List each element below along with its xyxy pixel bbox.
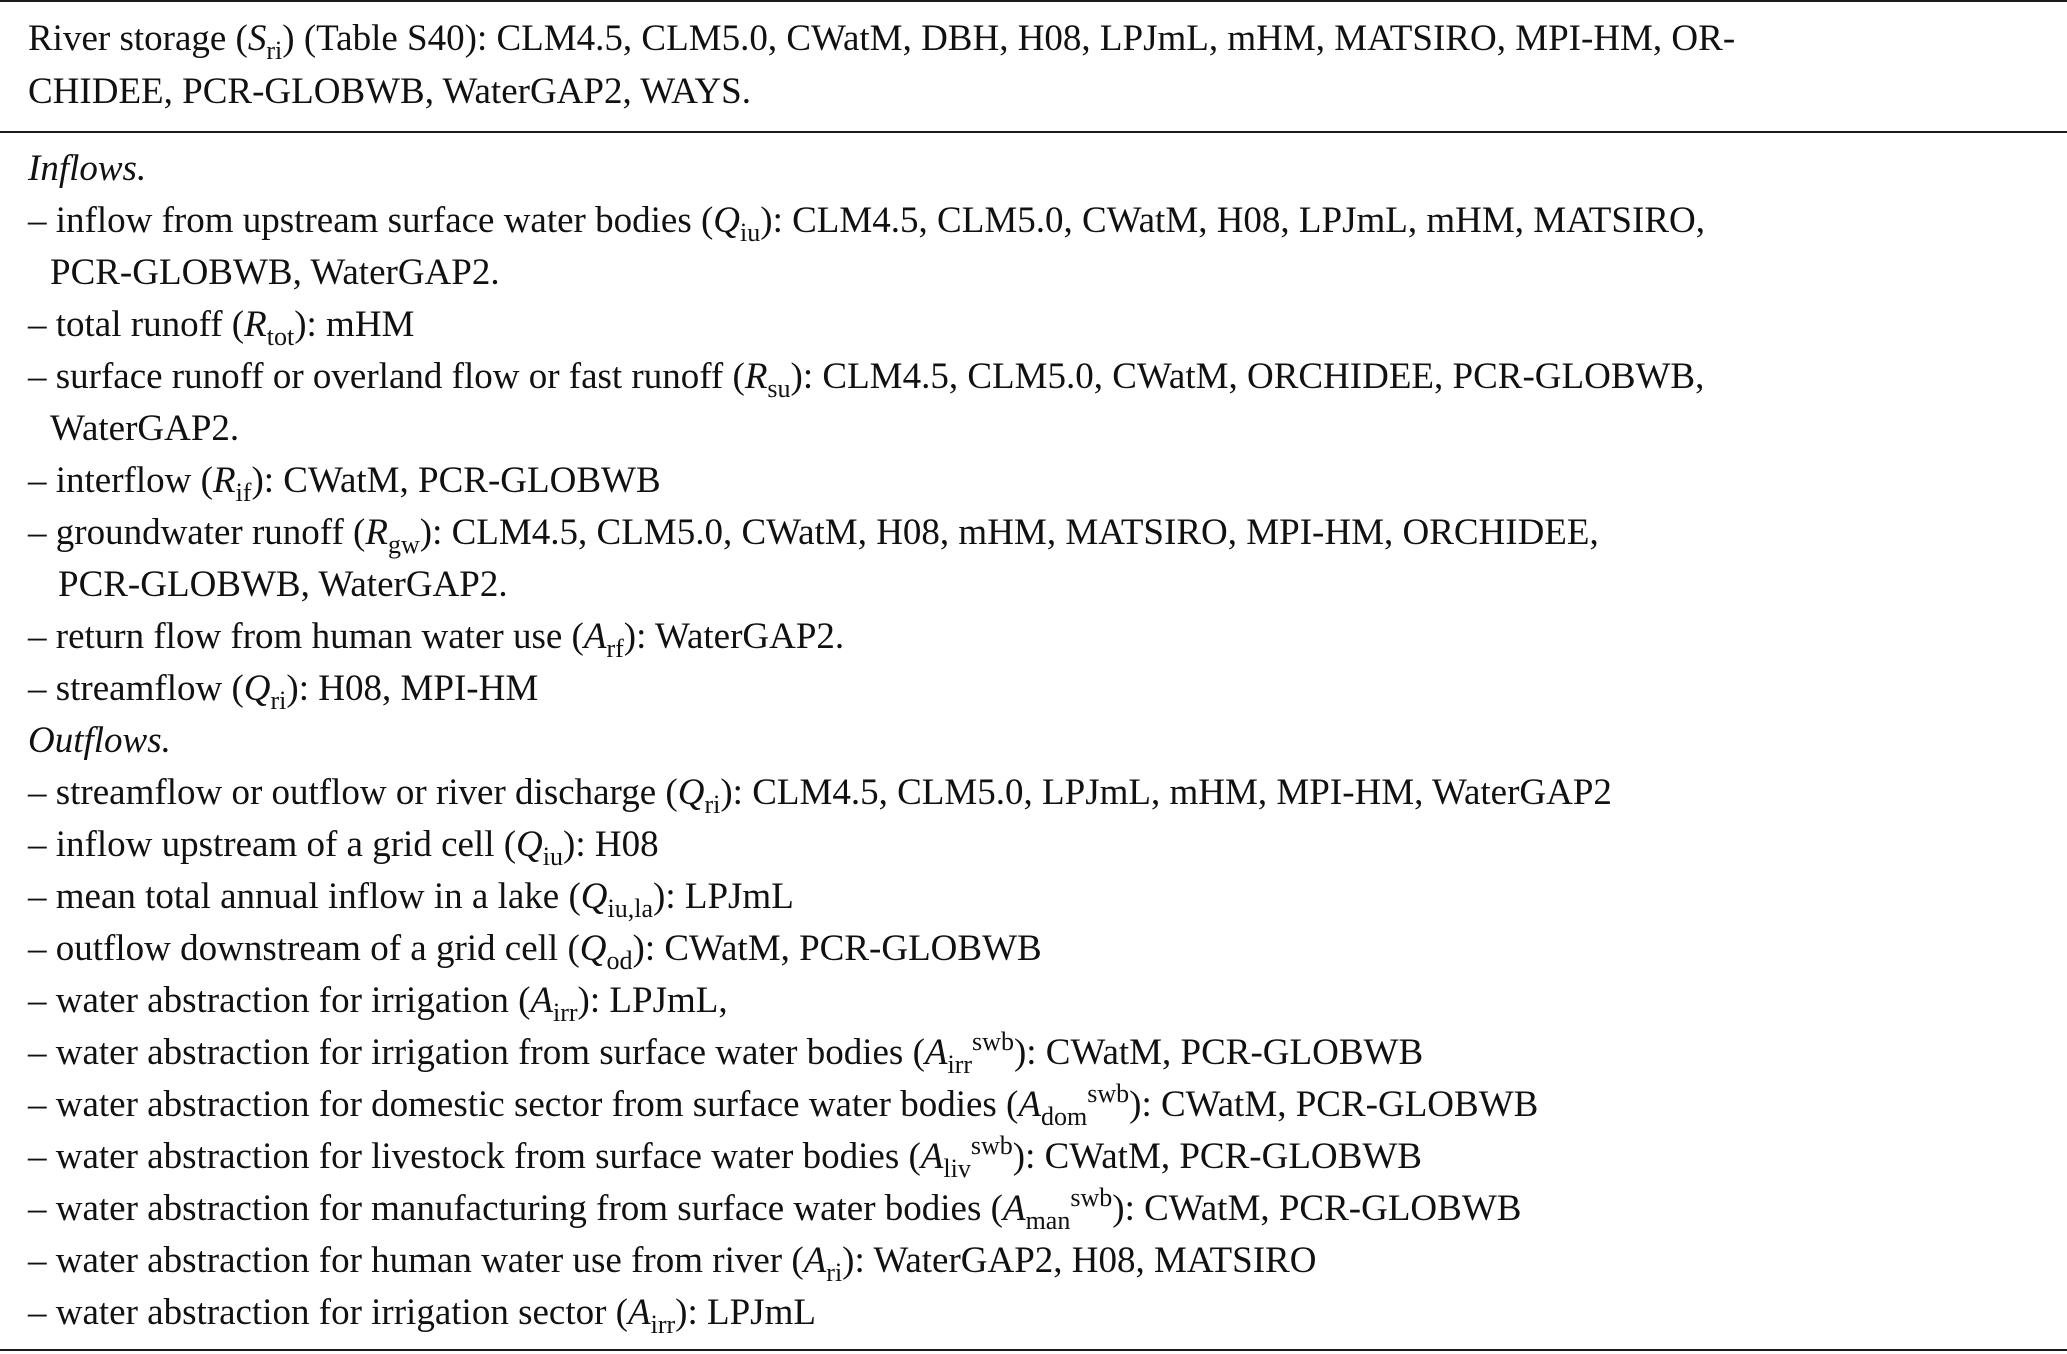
inflow-item: – streamflow $(Q_{ri})$: H08, MPI-HM [28,668,539,715]
inflow-item: – surface runoff or overland flow or fast runoff $(R_{su})$: CLM4.5, CLM5.0, CWatM, ORCHIDEE, PCR-GLOBWB, [28,356,1705,403]
outflows-heading: Outflows. [28,720,171,761]
outflow-item: – water abstraction for human water use from river $(A_{ri})$: WaterGAP2, H08, MATSIRO [28,1240,1317,1287]
inflow-item: – return flow from human water use $(A_{rf})$: WaterGAP2. [28,616,845,663]
outflow-item: – streamflow or outflow or river discharge $(Q_{ri})$: CLM4.5, CLM5.0, LPJmL, mHM, MPI-HM, WaterGAP2 [28,772,1612,819]
outflow-item: – water abstraction for irrigation sector $(A_{irr})$: LPJmL [28,1292,816,1339]
inflow-item: – inflow from upstream surface water bodies $(Q_{iu})$: CLM4.5, CLM5.0, CWatM, H08, LPJmL, mHM, MATSIRO, [28,200,1705,247]
outflow-item: – water abstraction for irrigation from surface water bodies $(A_{irr}^{swb})$: CWatM, PCR-GLOBWB [28,1027,1424,1079]
inflow-item: – interflow $(R_{if})$: CWatM, PCR-GLOBWB [28,460,661,507]
table-top-rule [0,0,2067,2]
outflow-item: – water abstraction for livestock from surface water bodies $(A_{liv}^{swb})$: CWatM, PCR-GLOBWB [28,1131,1422,1183]
header-line-2: CHIDEE, PCR-GLOBWB, WaterGAP2, WAYS. [28,71,751,112]
inflow-item-continuation: WaterGAP2. [50,408,240,449]
outflow-item: – water abstraction for irrigation $(A_{irr})$: LPJmL, [28,980,728,1027]
inflow-item-continuation: PCR-GLOBWB, WaterGAP2. [50,252,500,293]
outflow-item: – inflow upstream of a grid cell $(Q_{iu})$: H08 [28,824,659,871]
inflow-item: – total runoff $(R_{tot})$: mHM [28,304,415,351]
outflow-item: – water abstraction for manufacturing from surface water bodies $(A_{man}^{swb})$: CWatM, PCR-GLOBWB [28,1183,1522,1235]
header-line-1: River storage $(S_{ri})$ (Table S40): CLM4.5, CLM5.0, CWatM, DBH, H08, LPJmL, mHM, MATSIRO, MPI-HM, OR- [28,18,1736,65]
outflow-item: – outflow downstream of a grid cell $(Q_{od})$: CWatM, PCR-GLOBWB [28,928,1042,975]
outflow-item: – water abstraction for domestic sector from surface water bodies $(A_{dom}^{swb})$: CWatM, PCR-GLOBWB [28,1079,1539,1131]
inflow-item-continuation: PCR-GLOBWB, WaterGAP2. [58,564,508,605]
table-header-rule [0,131,2067,133]
inflow-item: – groundwater runoff $(R_{gw})$: CLM4.5, CLM5.0, CWatM, H08, mHM, MATSIRO, MPI-HM, ORCHIDEE, [28,512,1599,559]
outflow-item: – mean total annual inflow in a lake $(Q_{iu,la})$: LPJmL [28,876,794,923]
table-bottom-rule [0,1349,2067,1351]
inflows-heading: Inflows. [28,148,147,189]
